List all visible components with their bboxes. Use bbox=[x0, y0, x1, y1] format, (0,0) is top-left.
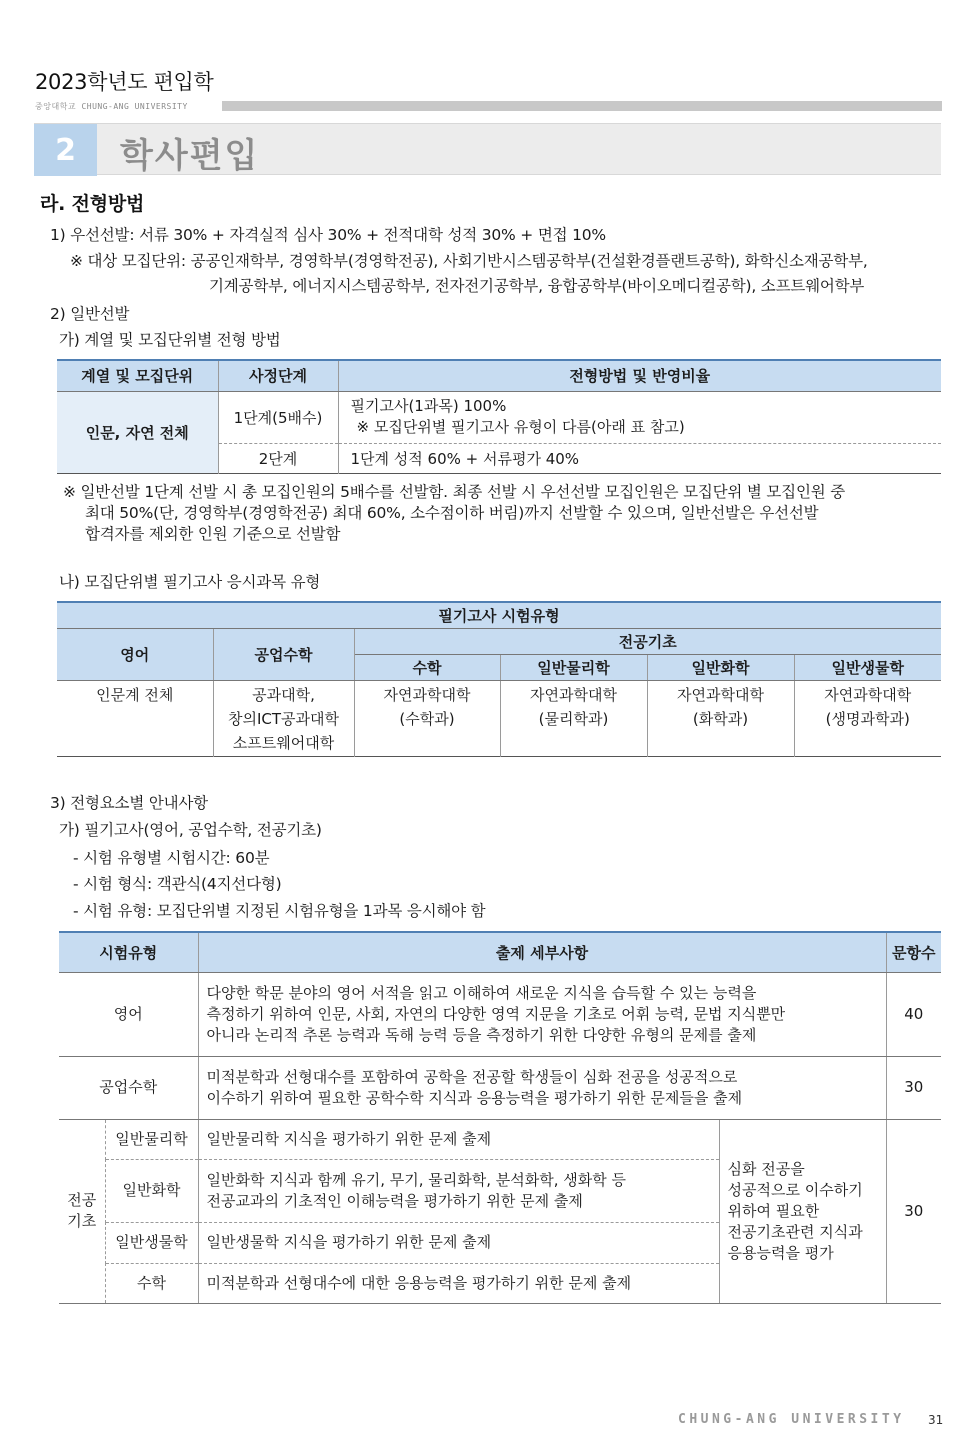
t3-mathmajor-type: 수학 bbox=[105, 1263, 198, 1303]
t2-chemistry-college: 자연과학대학 bbox=[677, 685, 764, 704]
selection-method-table bbox=[57, 359, 941, 474]
t2-biology-dept: (생명과학과) bbox=[825, 709, 910, 728]
t3-biology-type: 일반생물학 bbox=[105, 1222, 198, 1263]
t3-major-group bbox=[59, 1119, 105, 1303]
guide-bullet-1: - 시험 유형별 시험시간: 60분 bbox=[73, 849, 270, 867]
t3-major-count: 30 bbox=[886, 1119, 941, 1303]
t1-header-unit: 계열 및 모집단위 bbox=[57, 360, 218, 391]
general-selection-title: 2) 일반선발 bbox=[50, 305, 130, 323]
t2-sub-chemistry: 일반화학 bbox=[647, 654, 794, 680]
t3-biology-desc: 일반생물학 지식을 평가하기 위한 문제 출제 bbox=[198, 1222, 719, 1263]
footer-brand: CHUNG-ANG UNIVERSITY bbox=[678, 1412, 905, 1427]
exam-detail-table bbox=[59, 931, 941, 1304]
general-sub-a: 가) 계열 및 모집단위별 전형 방법 bbox=[59, 331, 281, 349]
t2-math-unit-3: 소프트웨어대학 bbox=[232, 733, 335, 752]
t3-english-type: 영어 bbox=[59, 972, 198, 1056]
page-number: 31 bbox=[928, 1413, 944, 1427]
t3-english-desc-2: 측정하기 위하여 인문, 사회, 자연의 다양한 영역 지문을 기초로 어휘 능력, 문법 지식뿐만 bbox=[206, 1004, 786, 1023]
t1-stage-2: 2단계 bbox=[218, 443, 338, 473]
t2-header-math: 공업수학 bbox=[213, 628, 354, 680]
t2-math-unit-1: 공과대학, bbox=[252, 685, 315, 704]
t3-physics-desc: 일반물리학 지식을 평가하기 위한 문제 출제 bbox=[198, 1119, 719, 1159]
t2-math-major-college: 자연과학대학 bbox=[383, 685, 471, 704]
header-divider bbox=[222, 101, 942, 111]
t3-chemistry-type: 일반화학 bbox=[105, 1159, 198, 1222]
t3-physics-type: 일반물리학 bbox=[105, 1119, 198, 1159]
t2-header-major: 전공기초 bbox=[354, 628, 941, 654]
t2-math-units bbox=[213, 680, 354, 756]
general-note-line2: 최대 50%(단, 경영학부(경영학전공) 최대 60%, 소수점이하 버림)까지 선발할 수 있으며, 일반선발은 우선선발 bbox=[85, 504, 819, 522]
t1-method-2: 1단계 성적 60% + 서류평가 40% bbox=[350, 449, 580, 468]
guide-bullet-3: - 시험 유형: 모집단위별 지정된 시험유형을 1과목 응시해야 함 bbox=[73, 902, 486, 920]
t2-physics-units bbox=[500, 680, 647, 756]
t3-header-desc: 출제 세부사항 bbox=[198, 932, 886, 972]
t3-english-desc bbox=[198, 972, 886, 1056]
t3-major-common-1: 심화 전공을 bbox=[727, 1159, 805, 1178]
t2-english-units: 인문계 전체 bbox=[57, 680, 213, 756]
t3-math-type: 공업수학 bbox=[59, 1056, 198, 1119]
t2-chemistry-dept: (화학과) bbox=[692, 709, 749, 728]
t3-major-common bbox=[719, 1119, 886, 1303]
t1-method-1-line1: 필기고사(1과목) 100% bbox=[350, 397, 507, 415]
t2-sub-math: 수학 bbox=[354, 654, 500, 680]
guide-title: 3) 전형요소별 안내사항 bbox=[50, 794, 208, 812]
t2-physics-dept: (물리학과) bbox=[538, 709, 609, 728]
t3-major-group-1: 전공 bbox=[67, 1191, 97, 1209]
t1-unit-cell: 인문, 자연 전체 bbox=[57, 391, 218, 473]
t3-math-count: 30 bbox=[886, 1056, 941, 1119]
t3-math-desc-2: 이수하기 위하여 필요한 공학수학 지식과 응용능력을 평가하기 위한 문제들을 출제 bbox=[206, 1088, 743, 1107]
t3-english-desc-3: 아니라 논리적 추론 능력과 독해 능력 등을 측정하기 위한 다양한 유형의 문제를 출제 bbox=[206, 1025, 757, 1044]
t1-header-stage: 사정단계 bbox=[218, 360, 338, 391]
page-header-title: 2023학년도 편입학 bbox=[35, 70, 214, 94]
t3-chemistry-desc bbox=[198, 1159, 719, 1222]
t1-header-method: 전형방법 및 반영비율 bbox=[338, 360, 941, 391]
t2-math-major-units bbox=[354, 680, 500, 756]
t2-biology-college: 자연과학대학 bbox=[824, 685, 912, 704]
general-note-line3: 합격자를 제외한 인원 기준으로 선발함 bbox=[85, 525, 341, 543]
t2-biology-units bbox=[794, 680, 941, 756]
t1-stage-1: 1단계(5배수) bbox=[218, 391, 338, 443]
priority-target-note: ※ 대상 모집단위: 공공인재학부, 경영학부(경영학전공), 사회기반시스템공학부(건설환경플랜트공학), 화학신소재공학부, bbox=[70, 252, 868, 270]
t3-major-group-2: 기초 bbox=[67, 1212, 97, 1230]
t3-major-common-2: 성공적으로 이수하기 bbox=[727, 1180, 863, 1199]
t3-major-common-3: 위하여 필요한 bbox=[727, 1201, 820, 1220]
t3-header-count: 문항수 bbox=[886, 932, 941, 972]
t3-english-desc-1: 다양한 학문 분야의 영어 서적을 읽고 이해하여 새로운 지식을 습득할 수 있는 능력을 bbox=[206, 983, 757, 1002]
t3-header-type: 시험유형 bbox=[59, 932, 198, 972]
t2-sub-physics: 일반물리학 bbox=[500, 654, 647, 680]
exam-type-table bbox=[57, 601, 941, 757]
t3-math-desc-1: 미적분학과 선형대수를 포함하여 공학을 전공할 학생들이 심화 전공을 성공적으로 bbox=[206, 1067, 738, 1086]
guide-bullet-2: - 시험 형식: 객관식(4지선다형) bbox=[73, 875, 282, 893]
university-logo-text: 중앙대학교 CHUNG-ANG UNIVERSITY bbox=[35, 102, 188, 111]
general-sub-b: 나) 모집단위별 필기고사 응시과목 유형 bbox=[59, 573, 321, 591]
t3-math-desc bbox=[198, 1056, 886, 1119]
general-note-line1: ※ 일반선발 1단계 선발 시 총 모집인원의 5배수를 선발함. 최종 선발 시 우선선발 모집인원은 모집단위 별 모집인원 중 bbox=[63, 483, 845, 501]
section-banner bbox=[34, 123, 941, 175]
section-title: 학사편입 bbox=[120, 136, 260, 176]
t3-major-common-4: 전공기초관련 지식과 bbox=[727, 1222, 863, 1241]
t3-english-count: 40 bbox=[886, 972, 941, 1056]
t1-method-1-line2: ※ 모집단위별 필기고사 유형이 다름(아래 표 참고) bbox=[356, 418, 685, 436]
t2-math-major-dept: (수학과) bbox=[399, 709, 455, 728]
t1-method-1 bbox=[338, 391, 941, 443]
section-number: 2 bbox=[34, 124, 97, 176]
heading-selection-method: 라. 전형방법 bbox=[40, 193, 145, 215]
t2-top-header: 필기고사 시험유형 bbox=[57, 602, 941, 628]
t3-chemistry-desc-1: 일반화학 지식과 함께 유기, 무기, 물리화학, 분석화학, 생화학 등 bbox=[206, 1170, 626, 1189]
t3-major-common-5: 응용능력을 평가 bbox=[727, 1243, 834, 1262]
priority-selection-line: 1) 우선선발: 서류 30% + 자격실적 심사 30% + 전적대학 성적 30% + 면접 10% bbox=[50, 226, 606, 244]
t2-sub-biology: 일반생물학 bbox=[794, 654, 941, 680]
t2-math-unit-2: 창의ICT공과대학 bbox=[227, 709, 339, 728]
guide-sub-a: 가) 필기고사(영어, 공업수학, 전공기초) bbox=[59, 821, 322, 839]
priority-target-note-cont: 기계공학부, 에너지시스템공학부, 전자전기공학부, 융합공학부(바이오메디컬공학), 소프트웨어학부 bbox=[209, 277, 865, 295]
t3-mathmajor-desc: 미적분학과 선형대수에 대한 응용능력을 평가하기 위한 문제 출제 bbox=[198, 1263, 719, 1303]
t2-chemistry-units bbox=[647, 680, 794, 756]
t3-chemistry-desc-2: 전공교과의 기초적인 이해능력을 평가하기 위한 문제 출제 bbox=[206, 1191, 583, 1210]
t2-physics-college: 자연과학대학 bbox=[530, 685, 617, 704]
t2-header-english: 영어 bbox=[57, 628, 213, 680]
